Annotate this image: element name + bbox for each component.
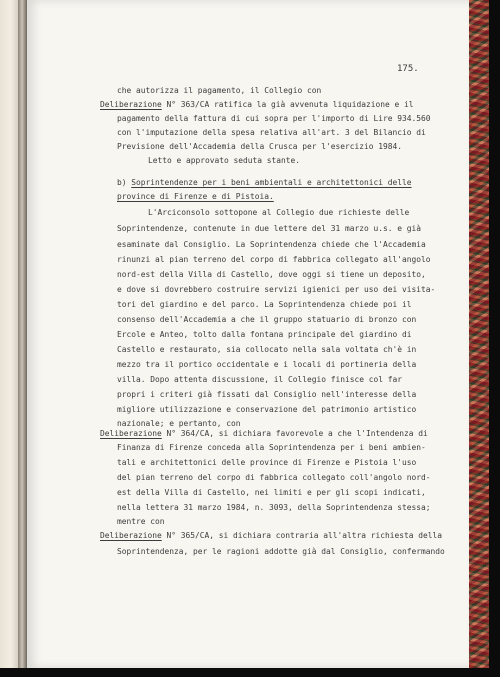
text-line (117, 285, 435, 295)
text-line (117, 443, 426, 453)
text-line (100, 531, 442, 541)
text-segment: nazionale; e pertanto, con (117, 419, 241, 428)
text-segment: mezzo tra il portico occidentale e i locali di portineria della (117, 360, 417, 369)
text-line (117, 255, 431, 265)
text-segment: Previsione dell'Accademia della Crusca per l'esercizio 1984. (117, 142, 403, 151)
text-line (117, 419, 241, 429)
text-segment: propri i criteri già fissati dal Consiglio nell'interesse della (117, 390, 417, 399)
text-line (117, 375, 402, 385)
text-segment: N° 363/CA ratifica la già avvenuta liquidazione e il (161, 100, 414, 109)
text-line (117, 547, 445, 557)
text-line (100, 100, 414, 110)
text-segment: Soprintendenza, per le ragioni addotte già dal Consiglio, confermando (117, 547, 445, 556)
text-segment: est della Villa di Castello, nei limiti e per gli scopi indicati, (117, 488, 426, 497)
text-line (117, 300, 412, 310)
text-line (117, 360, 416, 370)
text-segment: tori del giardino e del parco. La Soprintendenza chiede poi il (117, 300, 412, 309)
text-line (117, 192, 274, 202)
text-line (117, 178, 412, 188)
text-segment: mentre con (117, 517, 165, 526)
marbled-endpaper (469, 0, 489, 668)
text-line (117, 503, 431, 513)
page-number: 175. (397, 64, 419, 74)
text-line (117, 390, 416, 400)
text-line (117, 458, 416, 468)
text-segment: Soprintendenze, contenute in due lettere del 31 marzo u.s. e già (117, 224, 422, 233)
text-segment: tali e architettonici delle province di Firenze e Pistoia l'uso (117, 458, 417, 467)
text-segment: Castello e restaurato, sia collocato nella sala voltata ch'è in (117, 345, 417, 354)
text-line (117, 330, 412, 340)
text-segment: b) (117, 178, 132, 187)
book-gutter (18, 0, 27, 668)
text-segment: migliore utilizzazione e conservazione del patrimonio artistico (117, 405, 417, 414)
text-segment: Finanza di Firenze conceda alla Soprintendenza per i beni ambien- (117, 443, 426, 452)
text-segment: Ercole e Anteo, tolto dalla fontana principale del giardino di (117, 330, 412, 339)
text-line (117, 473, 431, 483)
text-line (117, 128, 426, 138)
text-line (117, 488, 426, 498)
text-segment: L'Arciconsolo sottopone al Collegio due richieste delle (148, 208, 410, 217)
text-line (117, 345, 416, 355)
underlined-heading: Deliberazione (100, 531, 162, 540)
underlined-heading: Deliberazione (100, 100, 162, 109)
text-segment: N° 365/CA, si dichiara contraria all'altra richiesta della (161, 531, 443, 540)
text-segment: nord-est della Villa di Castello, dove oggi si tiene un deposito, (117, 270, 426, 279)
text-line (148, 208, 409, 218)
text-line (117, 405, 416, 415)
text-line (100, 429, 428, 439)
text-line (117, 142, 402, 152)
text-line (117, 224, 421, 234)
text-segment: rinunzi al pian terreno del corpo di fabbrica collegato all'angolo (117, 255, 431, 264)
text-segment: N° 364/CA, si dichiara favorevole a che l'Intendenza di (161, 429, 428, 438)
text-line (117, 270, 426, 280)
text-segment: e dove si dovrebbero costruire servizi igienici per uso dei visita- (117, 285, 436, 294)
text-segment: consenso dell'Accademia a che il gruppo statuario di bronzo con (117, 315, 417, 324)
text-line (117, 114, 431, 124)
text-segment: esaminate dal Consiglio. La Soprintendenza chiede che l'Accademia (117, 240, 426, 249)
text-line (148, 156, 300, 166)
text-line (117, 86, 321, 96)
text-segment: Letto e approvato seduta stante. (148, 156, 301, 165)
text-segment: villa. Dopo attenta discussione, il Collegio finisce col far (117, 375, 403, 384)
previous-page-edge (0, 0, 19, 668)
text-line (117, 517, 165, 527)
text-segment: pagamento della fattura di cui sopra per l'importo di Lire 934.560 (117, 114, 431, 123)
text-segment: con l'imputazione della spesa relativa all'art. 3 del Bilancio di (117, 128, 426, 137)
text-segment: del pian terreno del corpo di fabbrica collegato coll'angolo nord- (117, 473, 431, 482)
underlined-heading: Deliberazione (100, 429, 162, 438)
underlined-heading: province di Firenze e di Pistoia. (117, 192, 274, 201)
underlined-heading: Soprintendenze per i beni ambientali e architettonici delle (131, 178, 412, 187)
text-segment: che autorizza il pagamento, il Collegio con (117, 86, 322, 95)
text-segment: nella lettera 31 marzo 1984, n. 3093, della Soprintendenza stessa; (117, 503, 431, 512)
text-line (117, 240, 426, 250)
text-line (117, 315, 416, 325)
